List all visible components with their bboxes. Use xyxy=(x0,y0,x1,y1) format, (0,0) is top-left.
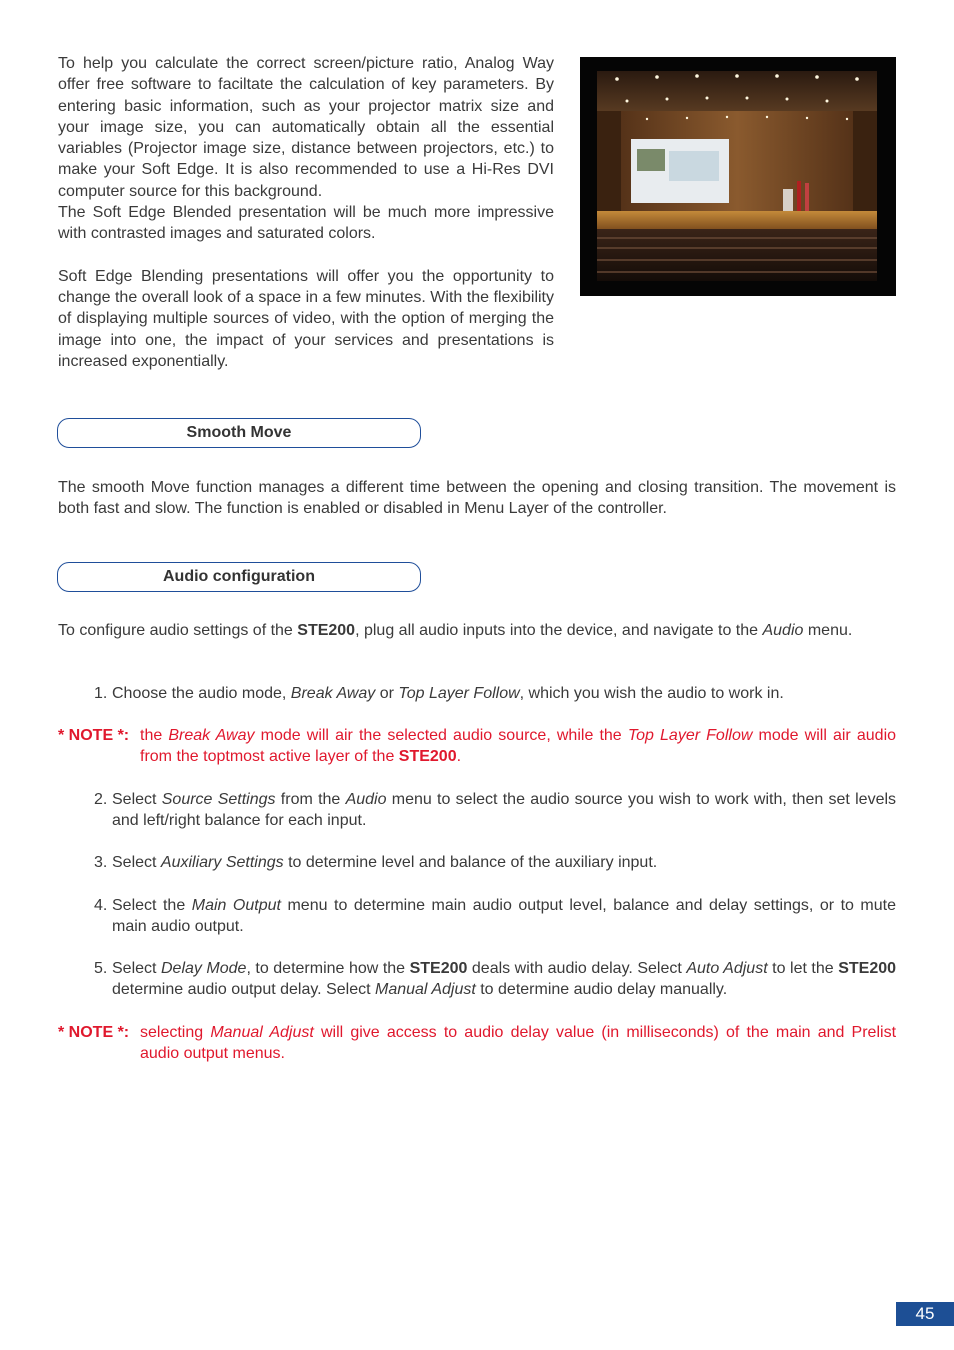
note-break-away: * NOTE *: the Break Away mode will air the selected audio source, while the Top Layer Follow mode will air audio from the toptmost active layer of the STE200. xyxy=(58,727,897,766)
note-label: * NOTE *: xyxy=(58,1024,130,1041)
intro-paragraph-1: To help you calculate the correct screen/picture ratio, Analog Way offer free software to faciltate the calculation of key parameters. By entering basic information, such as your projector matrix size and your image size, you can automatically obtain all the essential variables (Projector image size, distance between projectors, etc.) to make your Soft Edge. It is also recommended to use a Hi-Res DVI computer source for this background. xyxy=(58,55,554,200)
intro-text xyxy=(58,53,554,372)
audio-step-4: 4. Select the Main Output menu to determine main audio output level, balance and delay settings, or to mute main audio output. xyxy=(94,897,897,936)
page-number: 45 xyxy=(896,1302,954,1326)
audio-step-2: 2. Select Source Settings from the Audio menu to select the audio source you wish to work with, then set levels and left/right balance for each input. xyxy=(94,791,897,830)
smooth-move-text: The smooth Move function manages a different time between the opening and closing transition. The movement is both fast and slow. The function is enabled or disabled in Menu Layer of the controller. xyxy=(58,479,896,518)
audio-intro-text: To configure audio settings of the STE200, plug all audio inputs into the device, and navigate to the Audio menu. xyxy=(58,622,853,639)
conference-photo xyxy=(580,57,896,296)
audio-step-1: 1. Choose the audio mode, Break Away or Top Layer Follow, which you wish the audio to work in. xyxy=(94,685,784,702)
section-heading-smooth-move: Smooth Move xyxy=(57,418,421,448)
intro-paragraph-3: Soft Edge Blending presentations will offer you the opportunity to change the overall look of a space in a few minutes. With the flexibility of displaying multiple sources of video, with the option of merging the image into one, the impact of your services and presentations is increased exponentially. xyxy=(58,267,554,370)
note-label: * NOTE *: xyxy=(58,727,130,744)
section-heading-audio-configuration: Audio configuration xyxy=(57,562,421,592)
intro-paragraph-2: The Soft Edge Blended presentation will be much more impressive with contrasted images and saturated colors. xyxy=(58,204,554,243)
audio-step-5: 5. Select Delay Mode, to determine how the STE200 deals with audio delay. Select Auto Adjust to let the STE200 determine audio output delay. Select Manual Adjust to determine audio delay manually. xyxy=(94,960,897,999)
audio-step-3: 3. Select Auxiliary Settings to determine level and balance of the auxiliary input. xyxy=(94,854,658,871)
note-manual-adjust: * NOTE *: selecting Manual Adjust will give access to audio delay value (in milliseconds) of the main and Prelist audio output menus. xyxy=(58,1024,897,1063)
auditorium-image xyxy=(597,71,877,281)
